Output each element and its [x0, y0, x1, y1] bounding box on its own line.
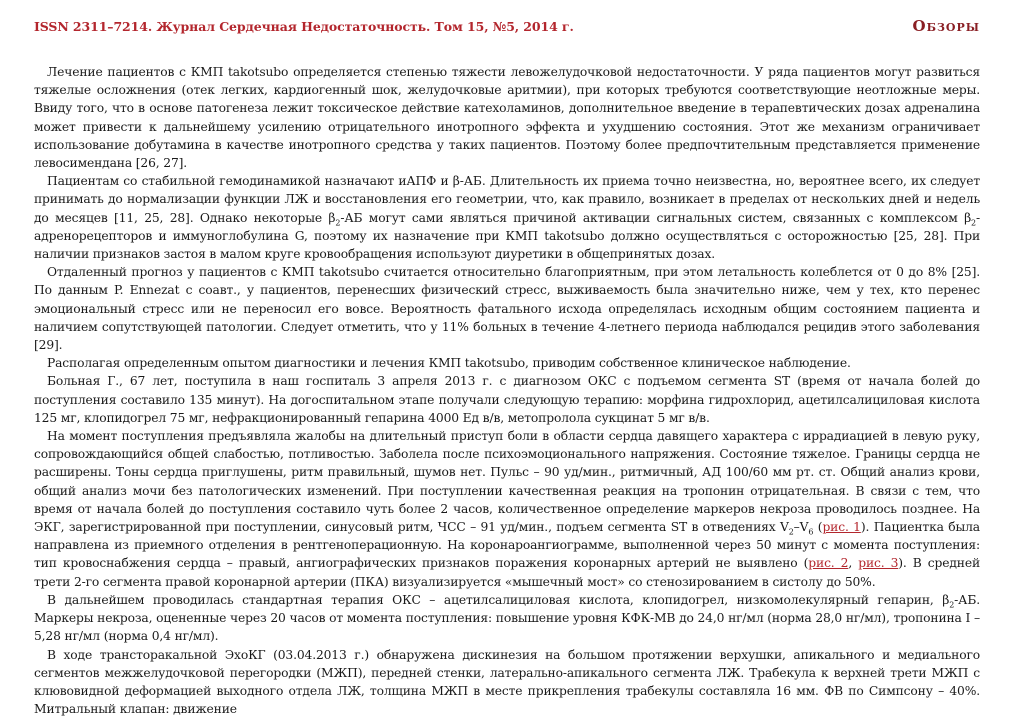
- paragraph-6: На момент поступления предъявляла жалобы на длительный приступ боли в области сердца давящего характера с иррадиацией в левую руку, сопровождающийся общей слабостью, потливостью. Заболела после психоэмоционального напряжения. Состояние тяжелое. Границы сердца не расширены. Тоны сердца приглушены, ритм правильный, шумов нет. Пульс – 90 уд/мин., ритмичный, АД 100/60 мм рт. ст. Общий анализ крови, общий анализ мочи без патологических изменений. При поступлении качественная реакция на тропонин отрицательная. В связи с тем, что время от начала болей до поступления составило чуть более 2 часов, количественное определение маркеров некроза проводилось позднее. На ЭКГ, зарегистрированной при поступлении, синусовый ритм, ЧСС – 91 уд/мин., подъем сегмента ST в отведениях $V_2-V_6$ (рис. 1). Пациентка была направлена из приемного отделения в рентгеноперационную. На коронароангиограмме, выполненной через 50 минут с момента поступления: тип кровоснабжения сердца – правый, ангиографических признаков поражения коронарных артерий не выявлено (рис. 2, рис. 3). В средней трети 2-го сегмента правой коронарной артерии (ПКА) визуализируется «мышечный мост» со стенозированием в систолу до 50%.: [34, 427, 980, 591]
- page-header: [34, 19, 980, 39]
- article-body: [34, 63, 980, 718]
- figure-link-1[interactable]: рис. 1: [822, 520, 860, 534]
- paragraph-5: Больная Г., 67 лет, поступила в наш госпиталь 3 апреля 2013 г. с диагнозом ОКС с подъемом сегмента ST (время от начала болей до поступления составило 135 минут). На догоспитальном этапе получали следующую терапию: морфина гидрохлорид, ацетилсалициловая кислота 125 мг, клопидогрел 75 мг, нефракционированный гепарина 4000 Ед в/в, метопролола сукцинат 5 мг в/в.: [34, 372, 980, 427]
- figure-link-2[interactable]: рис. 2: [808, 556, 848, 570]
- paragraph-8: В ходе трансторакальной ЭхоКГ (03.04.2013 г.) обнаружена дискинезия на большом протяжении верхушки, апикального и медиального сегментов межжелудочковой перегородки (МЖП), передней стенки, латерально-апикального сегмента ЛЖ. Трабекула к верхней трети МЖП с клювовидной деформацией выходного отдела ЛЖ, толщина МЖП в месте прикрепления трабекулы составляла 16 мм. ФВ по Симпсону – 40%. Митральный клапан: движение: [34, 646, 980, 718]
- figure-link-3[interactable]: рис. 3: [858, 556, 898, 570]
- journal-citation: ISSN 2311–7214. Журнал Сердечная Недостаточность. Том 15, №5, 2014 г.: [34, 19, 574, 34]
- paragraph-7: В дальнейшем проводилась стандартная терапия ОКС – ацетилсалициловая кислота, клопидогрел, низкомолекулярный гепарин, $\beta_2-АБ$. Маркеры некроза, оцененные через 20 часов от момента поступления: повышение уровня КФК-МВ до 24,0 нг/мл (норма 28,0 нг/мл), тропонина I – 5,28 нг/мл (норма 0,4 нг/мл).: [34, 591, 980, 646]
- paragraph-3: Отдаленный прогноз у пациентов с КМП takotsubo считается относительно благоприятным, при этом летальность колеблется от 0 до 8% [25]. По данным P. Ennezat с соавт., у пациентов, перенесших физический стресс, выживаемость была значительно ниже, чем у тех, кто перенес эмоциональный стресс или не переносил его вовсе. Вероятность фатального исхода определялась исходным общим состоянием пациента и наличием сопутствующей патологии. Следует отметить, что у 11% больных в течение 4-летнего периода наблюдался рецидив этого заболевания [29].: [34, 263, 980, 354]
- paragraph-4: Располагая определенным опытом диагностики и лечения КМП takotsubo, приводим собственное клиническое наблюдение.: [34, 354, 980, 372]
- section-title: Обзоры: [913, 17, 980, 35]
- paragraph-2: Пациентам со стабильной гемодинамикой назначают иАПФ и β-АБ. Длительность их приема точно неизвестна, но, вероятнее всего, их следует принимать до нормализации функции ЛЖ и восстановления его геометрии, что, как правило, возникает в пределах от нескольких дней и недель до месяцев [11, 25, 28]. Однако некоторые $\beta_2-АБ$ могут сами являться причиной активации сигнальных систем, связанных с комплексом $\beta_2$-адренорецепторов и иммуноглобулина G, поэтому их назначение при КМП takotsubo должно осуществляться с осторожностью [25, 28]. При наличии признаков застоя в малом круге кровообращения используют диуретики в общепринятых дозах.: [34, 172, 980, 263]
- paragraph-1: Лечение пациентов с КМП takotsubo определяется степенью тяжести левожелудочковой недостаточности. У ряда пациентов могут развиться тяжелые осложнения (отек легких, кардиогенный шок, желудочковые аритмии), при которых требуются соответствующие неотложные меры. Ввиду того, что в основе патогенеза лежит токсическое действие катехоламинов, дополнительное введение в терапевтических дозах адреналина может привести к дальнейшему усилению отрицательного инотропного эффекта и ухудшению состояния. Этот же механизм ограничивает использование добутамина в качестве инотропного средства у таких пациентов. Поэтому более предпочтительным представляется применение левосимендана [26, 27].: [34, 63, 980, 172]
